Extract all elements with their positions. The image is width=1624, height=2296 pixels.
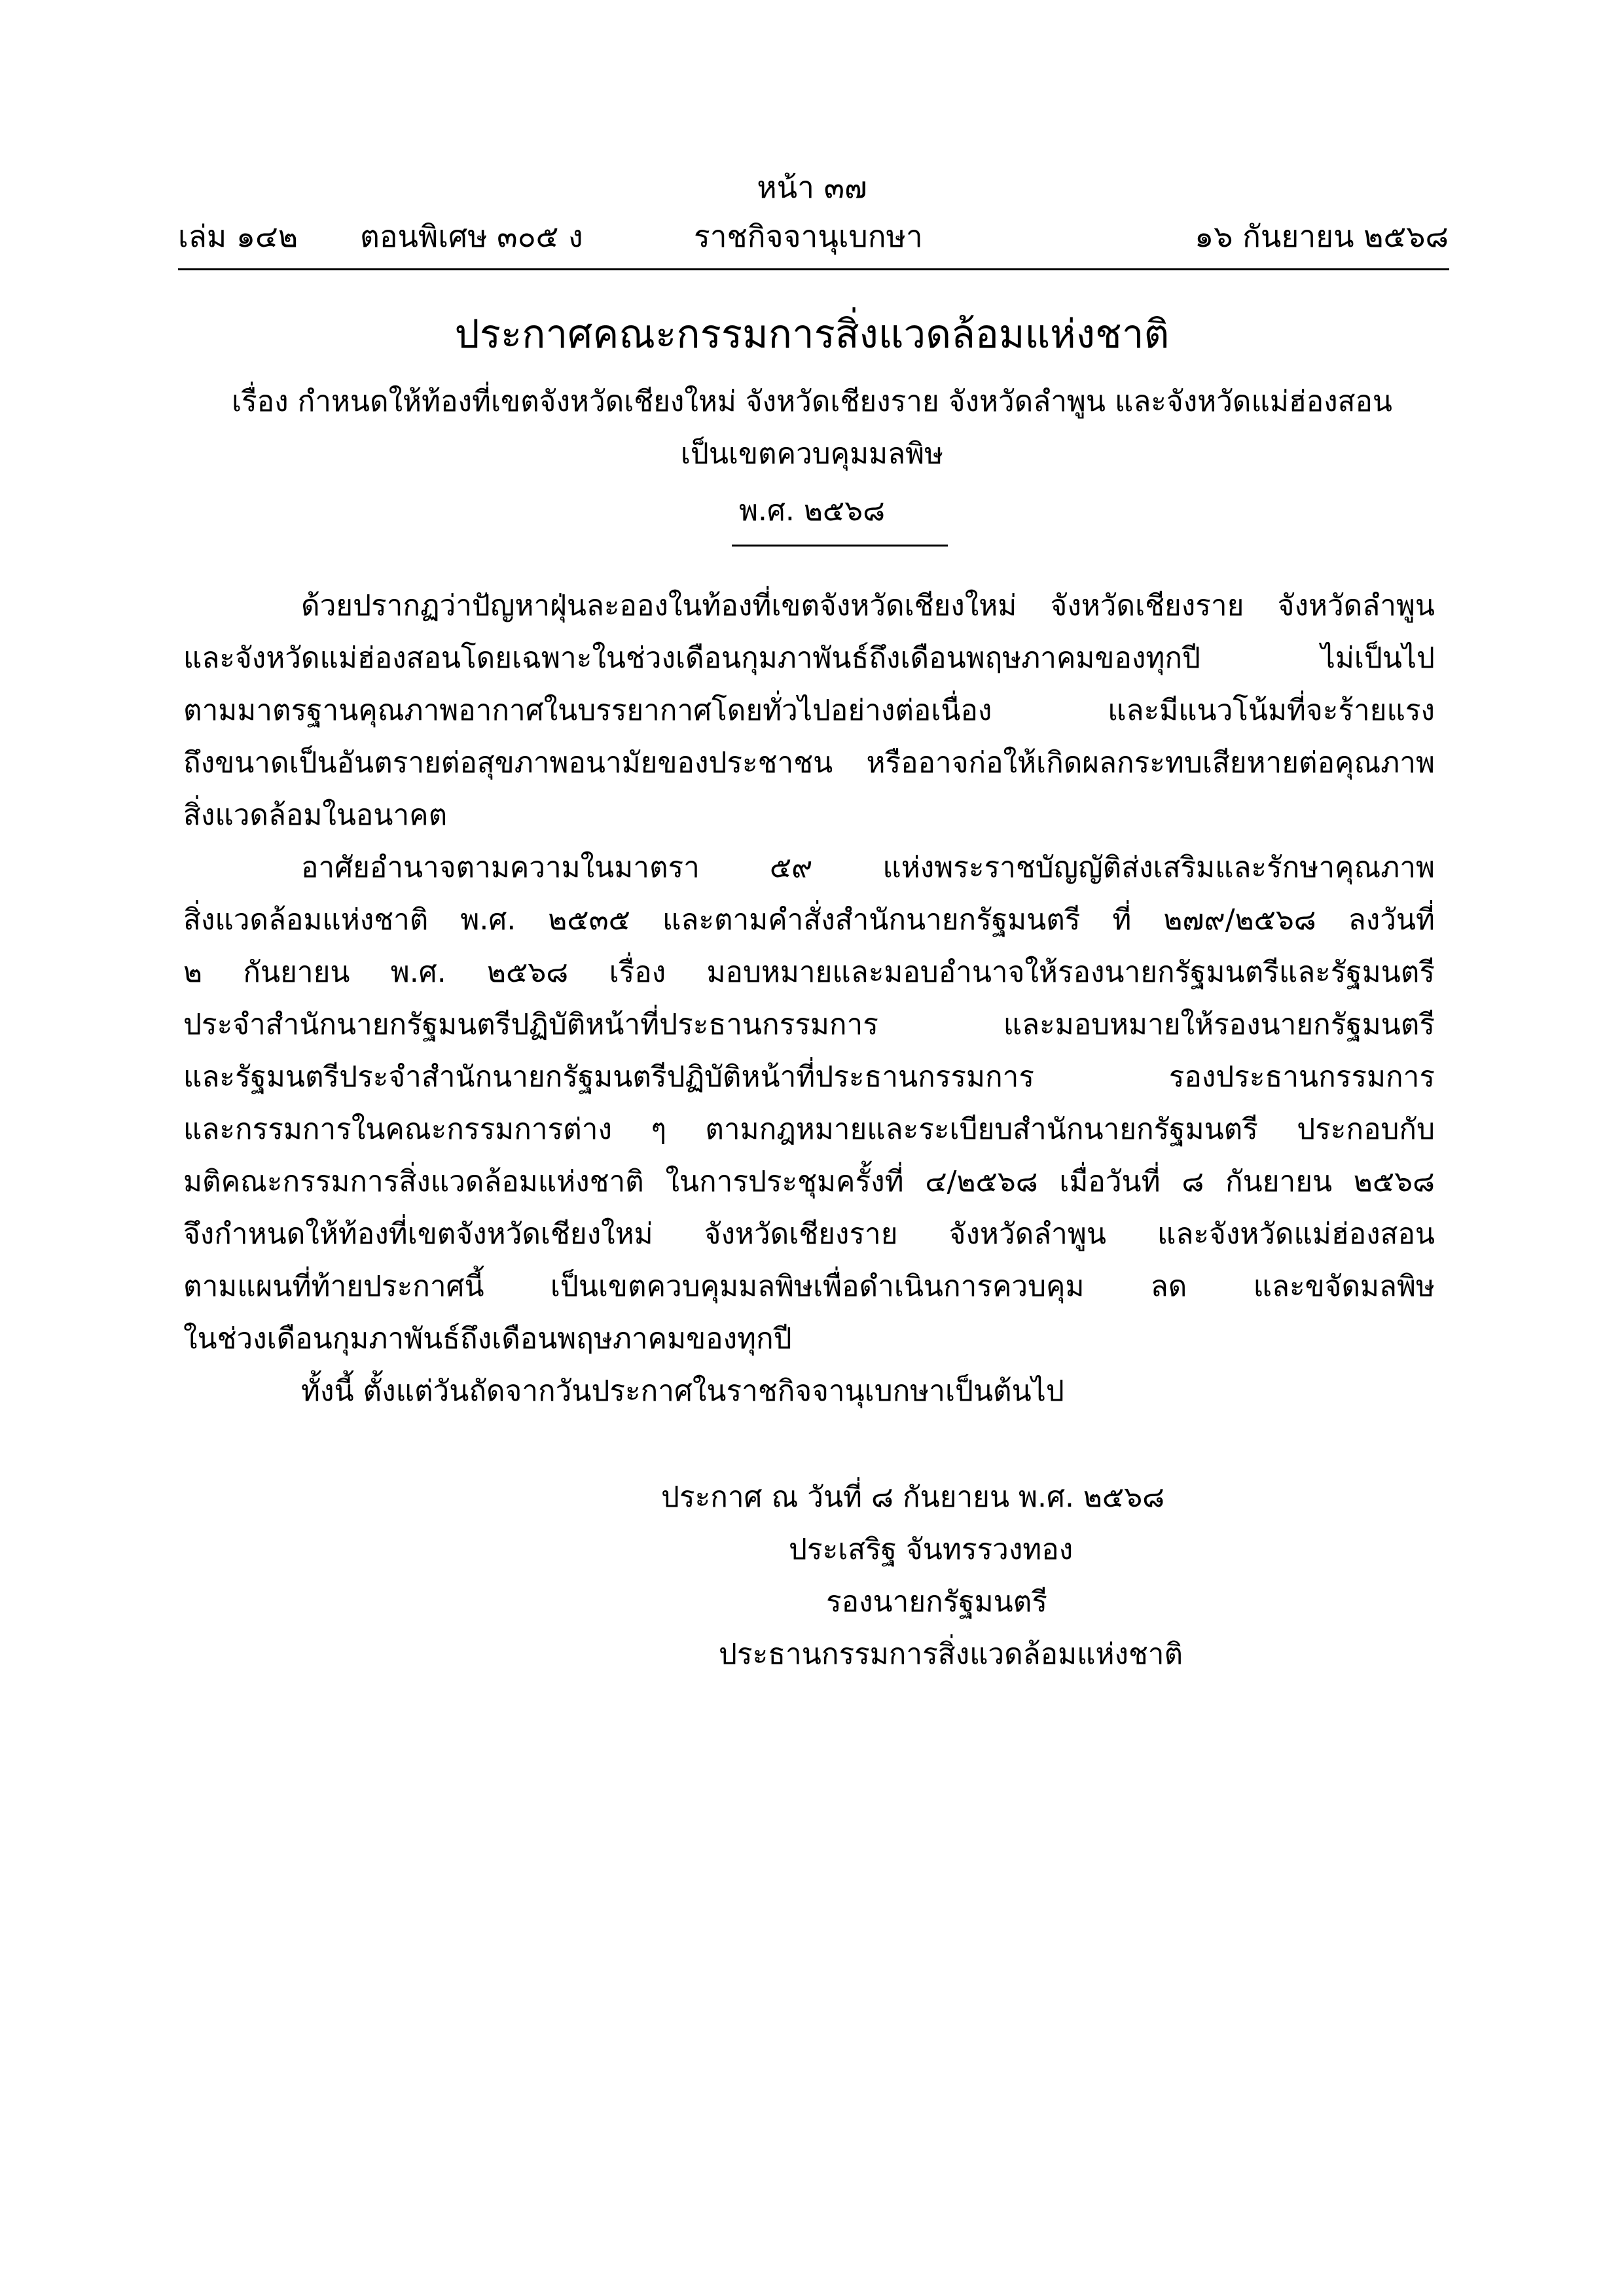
paragraph-2-line: จึงกำหนดให้ท้องที่เขตจังหวัดเชียงใหม่ จังหวัดเชียงราย จังหวัดลำพูน และจังหวัดแม่ฮ่องสอน bbox=[183, 1217, 1435, 1251]
paragraph-1-line: ตามมาตรฐานคุณภาพอากาศในบรรยากาศโดยทั่วไปอย่างต่อเนื่อง และมีแนวโน้มที่จะร้ายแรง bbox=[183, 694, 1435, 727]
issue-number: ตอนพิเศษ ๓๐๕ ง bbox=[360, 219, 583, 254]
signatory-position: รองนายกรัฐมนตรี bbox=[826, 1585, 1047, 1619]
paragraph-2-line: ๒ กันยายน พ.ศ. ๒๕๖๘ เรื่อง มอบหมายและมอบอำนาจให้รองนายกรัฐมนตรีและรัฐมนตรี bbox=[183, 956, 1435, 989]
paragraph-1-line: ถึงขนาดเป็นอันตรายต่อสุขภาพอนามัยของประชาชน หรืออาจก่อให้เกิดผลกระทบเสียหายต่อคุณภาพ bbox=[183, 746, 1435, 780]
title-divider bbox=[732, 545, 948, 547]
announcement-title: ประกาศคณะกรรมการสิ่งแวดล้อมแห่งชาติ bbox=[454, 312, 1170, 357]
header-divider bbox=[178, 268, 1449, 270]
paragraph-2-line: ประจำสำนักนายกรัฐมนตรีปฏิบัติหน้าที่ประธานกรรมการ และมอบหมายให้รองนายกรัฐมนตรี bbox=[183, 1008, 1435, 1041]
announcement-year: พ.ศ. ๒๕๖๘ bbox=[738, 494, 886, 528]
paragraph-2-line: และกรรมการในคณะกรรมการต่าง ๆ ตามกฎหมายและระเบียบสำนักนายกรัฐมนตรี ประกอบกับ bbox=[183, 1113, 1435, 1146]
paragraph-1-line: สิ่งแวดล้อมในอนาคต bbox=[183, 798, 448, 832]
announcement-date: ประกาศ ณ วันที่ ๘ กันยายน พ.ศ. ๒๕๖๘ bbox=[661, 1480, 1165, 1514]
paragraph-3: ทั้งนี้ ตั้งแต่วันถัดจากวันประกาศในราชกิจจานุเบกษาเป็นต้นไป bbox=[301, 1374, 1064, 1408]
volume-number: เล่ม ๑๔๒ bbox=[178, 219, 298, 254]
paragraph-1-line: และจังหวัดแม่ฮ่องสอนโดยเฉพาะในช่วงเดือนกุมภาพันธ์ถึงเดือนพฤษภาคมของทุกปี ไม่เป็นไป bbox=[183, 641, 1435, 675]
paragraph-1-line: ด้วยปรากฏว่าปัญหาฝุ่นละอองในท้องที่เขตจังหวัดเชียงใหม่ จังหวัดเชียงราย จังหวัดลำพูน bbox=[301, 589, 1435, 622]
signatory-name: ประเสริฐ จันทรรวงทอง bbox=[789, 1533, 1074, 1566]
signatory-role: ประธานกรรมการสิ่งแวดล้อมแห่งชาติ bbox=[719, 1638, 1183, 1671]
paragraph-2-line: และรัฐมนตรีประจำสำนักนายกรัฐมนตรีปฏิบัติหน้าที่ประธานกรรมการ รองประธานกรรมการ bbox=[183, 1060, 1435, 1094]
publication-date: ๑๖ กันยายน ๒๕๖๘ bbox=[1195, 219, 1449, 254]
announcement-subject-continued: เป็นเขตควบคุมมลพิษ bbox=[680, 437, 944, 471]
paragraph-2-line: สิ่งแวดล้อมแห่งชาติ พ.ศ. ๒๕๓๕ และตามคำสั่งสำนักนายกรัฐมนตรี ที่ ๒๗๙/๒๕๖๘ ลงวันที่ bbox=[183, 903, 1435, 937]
paragraph-2-line: มติคณะกรรมการสิ่งแวดล้อมแห่งชาติ ในการประชุมครั้งที่ ๔/๒๕๖๘ เมื่อวันที่ ๘ กันยายน ๒๕๖๘ bbox=[183, 1165, 1435, 1198]
paragraph-2-line: ในช่วงเดือนกุมภาพันธ์ถึงเดือนพฤษภาคมของทุกปี bbox=[183, 1322, 792, 1355]
page-number: หน้า ๓๗ bbox=[757, 170, 867, 205]
paragraph-2-line: อาศัยอำนาจตามความในมาตรา ๕๙ แห่งพระราชบัญญัติส่งเสริมและรักษาคุณภาพ bbox=[301, 851, 1435, 884]
paragraph-2-line: ตามแผนที่ท้ายประกาศนี้ เป็นเขตควบคุมมลพิษเพื่อดำเนินการควบคุม ลด และขจัดมลพิษ bbox=[183, 1270, 1435, 1303]
announcement-subject: เรื่อง กำหนดให้ท้องที่เขตจังหวัดเชียงใหม่ จังหวัดเชียงราย จังหวัดลำพูน และจังหวัดแม่ฮ่องสอน bbox=[232, 385, 1392, 418]
gazette-name: ราชกิจจานุเบกษา bbox=[694, 219, 923, 254]
